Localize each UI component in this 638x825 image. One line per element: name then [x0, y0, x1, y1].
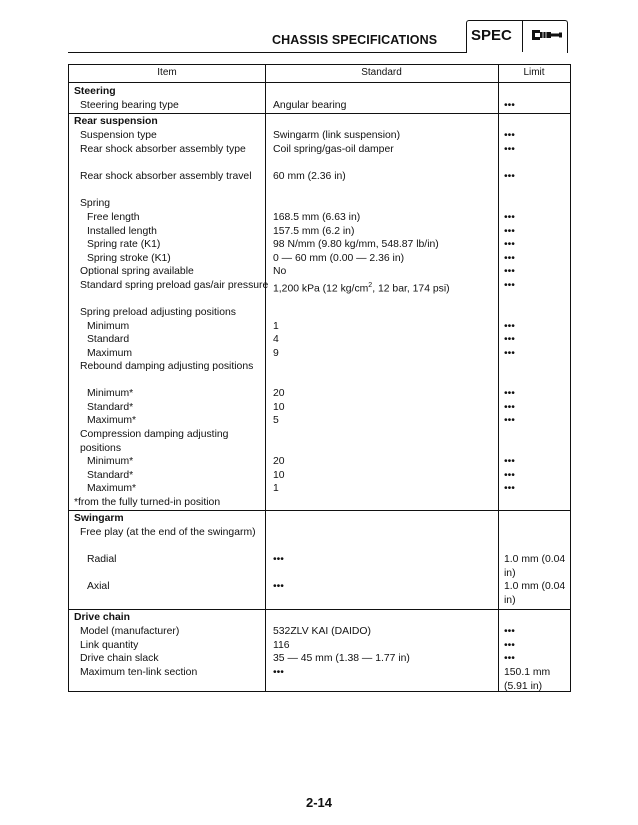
- section-title-rear-suspension: Rear suspension: [74, 116, 158, 127]
- standard-text: , 12 bar, 174 psi): [372, 283, 450, 295]
- section-title-swingarm: Swingarm: [74, 513, 124, 524]
- group-label-spring: Spring: [80, 198, 111, 209]
- item-cell: Model (manufacturer): [80, 626, 180, 637]
- item-cell: Suspension type: [80, 130, 157, 141]
- standard-cell: 116: [273, 640, 290, 651]
- item-cell: Installed length: [87, 226, 157, 237]
- chassis-spec-table: [68, 64, 571, 692]
- limit-cell: •••: [504, 402, 515, 413]
- standard-cell: Coil spring/gas-oil damper: [273, 144, 394, 155]
- column-divider: [265, 65, 266, 691]
- standard-cell: [273, 279, 495, 296]
- standard-cell: Swingarm (link suspension): [273, 130, 401, 141]
- limit-cell: 150.1 mm (5.91 in): [504, 667, 551, 692]
- standard-cell: 35 — 45 mm (1.38 — 1.77 in): [273, 653, 410, 664]
- item-cell: Maximum ten-link section: [80, 667, 198, 678]
- header-rule-line: [69, 82, 570, 83]
- limit-cell: •••: [504, 348, 515, 359]
- group-label-rebound: Rebound damping adjusting positions: [80, 361, 254, 372]
- item-cell: Maximum*: [87, 415, 137, 426]
- limit-cell: •••: [504, 334, 515, 345]
- item-cell: Standard*: [87, 470, 134, 481]
- limit-cell: •••: [504, 130, 515, 141]
- item-cell: Standard: [87, 334, 130, 345]
- limit-cell: 1.0 mm (0.04 in): [504, 581, 566, 606]
- limit-cell: •••: [504, 280, 515, 291]
- standard-cell: •••: [273, 581, 284, 592]
- standard-cell: 9: [273, 348, 279, 359]
- item-cell: Steering bearing type: [80, 100, 179, 111]
- group-label-compression: Compression damping adjusting positions: [80, 429, 229, 454]
- limit-cell: •••: [504, 388, 515, 399]
- spec-badge-divider: [522, 20, 523, 52]
- micrometer-icon: [529, 27, 563, 48]
- limit-cell: •••: [504, 640, 515, 651]
- item-cell: Rear shock absorber assembly type: [80, 144, 246, 155]
- limit-cell: •••: [504, 266, 515, 277]
- standard-cell: 10: [273, 470, 285, 481]
- page-title: CHASSIS SPECIFICATIONS: [272, 33, 438, 47]
- standard-cell: 0 — 60 mm (0.00 — 2.36 in): [273, 253, 405, 264]
- limit-cell: •••: [504, 171, 515, 182]
- standard-cell: 532ZLV KAI (DAIDO): [273, 626, 371, 637]
- standard-cell: 60 mm (2.36 in): [273, 171, 346, 182]
- header-standard: Standard: [361, 67, 402, 78]
- item-cell: Free length: [87, 212, 140, 223]
- limit-cell: •••: [504, 321, 515, 332]
- limit-cell: •••: [504, 415, 515, 426]
- standard-cell: •••: [273, 667, 284, 678]
- item-cell: Drive chain slack: [80, 653, 159, 664]
- limit-cell: •••: [504, 100, 515, 111]
- group-label-free-play: Free play (at the end of the swingarm): [80, 527, 256, 538]
- limit-cell: •••: [504, 653, 515, 664]
- standard-cell: 20: [273, 456, 285, 467]
- item-cell: Axial: [87, 581, 110, 592]
- limit-cell: •••: [504, 626, 515, 637]
- item-cell: Link quantity: [80, 640, 139, 651]
- item-cell: Minimum*: [87, 456, 134, 467]
- item-cell: Minimum: [87, 321, 130, 332]
- limit-cell: 1.0 mm (0.04 in): [504, 554, 566, 579]
- limit-cell: •••: [504, 470, 515, 481]
- standard-cell: 4: [273, 334, 279, 345]
- standard-cell: 1: [273, 321, 279, 332]
- group-label-preload: Spring preload adjusting positions: [80, 307, 236, 318]
- item-cell: Optional spring available: [80, 266, 194, 277]
- item-cell: Spring rate (K1): [87, 239, 161, 250]
- item-cell: Spring stroke (K1): [87, 253, 171, 264]
- standard-cell: 168.5 mm (6.63 in): [273, 212, 361, 223]
- standard-cell: 98 N/mm (9.80 kg/mm, 548.87 lb/in): [273, 239, 439, 250]
- header-limit: Limit: [523, 67, 545, 78]
- standard-text: 1,200 kPa (12 kg/cm: [273, 283, 369, 295]
- standard-cell: No: [273, 266, 287, 277]
- superscript: 2: [368, 282, 373, 289]
- standard-cell: 1: [273, 483, 279, 494]
- section-rear-suspension: [69, 113, 570, 508]
- item-cell: Rear shock absorber assembly travel: [80, 171, 252, 182]
- standard-cell: 5: [273, 415, 279, 426]
- item-cell: Maximum*: [87, 483, 137, 494]
- standard-cell: 10: [273, 402, 285, 413]
- limit-cell: •••: [504, 456, 515, 467]
- footnote: *from the fully turned-in position: [74, 497, 221, 508]
- limit-cell: •••: [504, 212, 515, 223]
- limit-cell: •••: [504, 483, 515, 494]
- section-title-drive-chain: Drive chain: [74, 612, 131, 623]
- page-number: 2-14: [305, 795, 333, 810]
- section-swingarm: [69, 510, 570, 606]
- limit-cell: •••: [504, 144, 515, 155]
- standard-cell: 20: [273, 388, 285, 399]
- item-cell: Maximum: [87, 348, 133, 359]
- column-divider: [498, 65, 499, 691]
- item-cell: Radial: [87, 554, 117, 565]
- item-cell: Standard*: [87, 402, 134, 413]
- item-cell: Standard spring preload gas/air pressure: [80, 280, 269, 291]
- limit-cell: •••: [504, 253, 515, 264]
- limit-cell: •••: [504, 226, 515, 237]
- spec-badge-label: SPEC: [471, 27, 512, 44]
- standard-cell: •••: [273, 554, 284, 565]
- standard-cell: Angular bearing: [273, 100, 347, 111]
- limit-cell: •••: [504, 239, 515, 250]
- standard-cell: 157.5 mm (6.2 in): [273, 226, 355, 237]
- header-item: Item: [157, 67, 177, 78]
- section-title-steering: Steering: [74, 86, 116, 97]
- item-cell: Minimum*: [87, 388, 134, 399]
- section-drive-chain: [69, 609, 570, 692]
